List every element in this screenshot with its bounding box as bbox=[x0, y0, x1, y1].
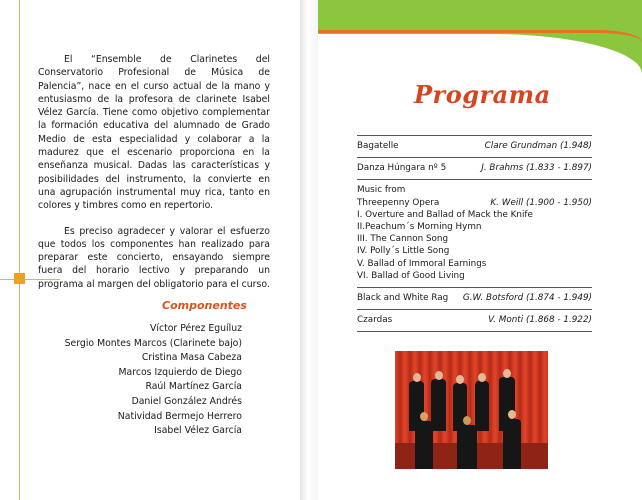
member-item: Raúl Martínez García bbox=[145, 381, 242, 393]
piece-composer: G.W. Botsford (1.874 - 1.949) bbox=[462, 293, 592, 304]
piece-title: Czardas bbox=[357, 315, 393, 326]
member-item: Víctor Pérez Eguíluz bbox=[150, 323, 242, 334]
movement: V. Ballad of Immoral Earnings bbox=[357, 258, 487, 269]
musician-figure bbox=[475, 381, 489, 431]
member-item: Cristina Masa Cabeza bbox=[141, 352, 242, 364]
right-page-accent-line bbox=[318, 30, 642, 42]
components-heading: Componentes bbox=[162, 299, 247, 312]
program-item bbox=[357, 157, 592, 179]
decorative-vertical-line bbox=[19, 0, 20, 500]
piece-title: Bagatelle bbox=[357, 141, 399, 151]
program-title: Programa bbox=[414, 80, 551, 109]
musician-figure bbox=[415, 421, 433, 469]
musician-head bbox=[413, 373, 421, 382]
member-item: Natividad Bermejo Herrero bbox=[117, 410, 242, 422]
musician-head bbox=[508, 410, 516, 419]
musician-figure bbox=[503, 419, 521, 469]
program-item bbox=[357, 135, 592, 157]
program-item bbox=[357, 179, 592, 287]
musician-head bbox=[503, 369, 511, 378]
piece-title: Danza Húngara nº 5 bbox=[357, 163, 447, 174]
movement: III. The Cannon Song bbox=[357, 234, 449, 245]
intro-text bbox=[38, 53, 270, 291]
movement: II.Peachum´s Morning Hymn bbox=[357, 222, 482, 233]
piece-title-line: Music from bbox=[357, 185, 406, 196]
movement: IV. Polly´s Little Song bbox=[357, 246, 450, 257]
program-item bbox=[357, 287, 592, 309]
program-item bbox=[357, 309, 592, 332]
piece-composer: Clare Grundman (1.948) bbox=[484, 141, 592, 151]
movement: VI. Ballad of Good Living bbox=[357, 270, 465, 281]
member-item: Sergio Montes Marcos (Clarinete bajo) bbox=[64, 337, 242, 349]
intro-paragraph-1: El “Ensemble de Clarinetes del Conservatorio Profesional de Música de Palencia”, nace en el curso actual de la mano y entusiasmo de la profesora de clarinete Isabel Vélez García. Tiene como objetivo complementar la formación educativa del alumnado de Grado Medio de esta especialidad y colaborar a la madurez que el escenario proporciona en la enseñanza musical. Dadas las características y posibilidades del instrumento, la convierte en una agrupación instrumental muy rica, tanto en colores y timbres como en repertorio. bbox=[38, 54, 270, 212]
musician-head bbox=[478, 373, 486, 382]
musician-head bbox=[420, 412, 428, 421]
page-fold bbox=[300, 0, 320, 500]
program-list bbox=[357, 135, 592, 332]
intro-paragraph-2: Es preciso agradecer y valorar el esfuerzo que todos los componentes han realizado para preparar este concierto, ensayando siempre fuera del horario lectivo y preparando un programa al margen del obligatorio para el curso. bbox=[38, 225, 270, 290]
decorative-square bbox=[14, 273, 25, 284]
musician-head bbox=[463, 416, 471, 425]
ensemble-photo bbox=[395, 351, 548, 469]
piece-composer: J. Brahms (1.833 - 1.897) bbox=[481, 163, 592, 174]
member-item: Daniel González Andrés bbox=[131, 395, 242, 407]
musician-head bbox=[435, 371, 443, 380]
piece-composer: K. Weill (1.900 - 1.950) bbox=[490, 197, 592, 208]
musician-figure bbox=[457, 425, 477, 469]
musician-head bbox=[456, 375, 464, 384]
piece-title: Black and White Rag bbox=[357, 293, 449, 304]
member-item: Isabel Vélez García bbox=[154, 425, 242, 437]
piece-composer: V. Monti (1.868 - 1.922) bbox=[488, 315, 592, 326]
musician-figure bbox=[431, 379, 446, 431]
movement: I. Overture and Ballad of Mack the Knife bbox=[357, 209, 533, 220]
members-list bbox=[65, 322, 242, 439]
piece-title: Threepenny Opera bbox=[357, 197, 440, 208]
member-item: Marcos Izquierdo de Diego bbox=[118, 366, 242, 378]
